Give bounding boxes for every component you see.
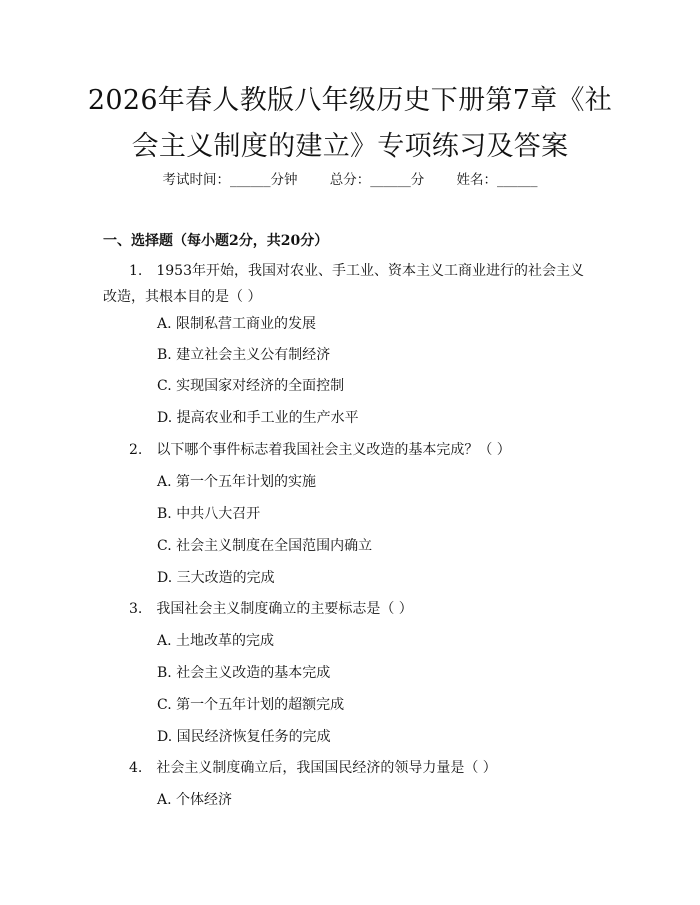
question-2-option-d: D. 三大改造的完成 [157,570,275,586]
exam-time: 考试时间：______分钟 [162,172,298,188]
question-1-option-b: B. 建立社会主义公有制经济 [157,347,331,363]
question-1: 1. 1953年开始，我国对农业、手工业、资本主义工商业进行的社会主义改造，其根本目的是（ ） [103,263,584,305]
question-2-option-a: A. 第一个五年计划的实施 [157,474,317,490]
question-1-option-d: D. 提高农业和手工业的生产水平 [157,410,359,426]
exam-meta [0,168,700,188]
question-1-option-a: A. 限制私营工商业的发展 [157,316,317,332]
title-line-1: 2026年春人教版八年级历史下册第7章《社 [87,85,613,116]
question-4: 4. 社会主义制度确立后，我国国民经济的领导力量是（ ） [129,760,497,776]
question-2-option-c: C. 社会主义制度在全国范围内确立 [157,538,373,554]
question-3-option-a: A. 土地改革的完成 [157,633,275,649]
question-2-option-b: B. 中共八大召开 [157,506,261,522]
student-name: 姓名：______ [456,172,538,188]
exam-total-score: 总分：______分 [329,172,425,188]
section-heading: 一、选择题（每小题2分，共20分） [103,233,329,249]
question-1-option-c: C. 实现国家对经济的全面控制 [157,378,345,394]
question-3-option-d: D. 国民经济恢复任务的完成 [157,729,331,745]
question-4-option-a: A. 个体经济 [157,792,233,808]
question-3-option-b: B. 社会主义改造的基本完成 [157,665,331,681]
title-line-2: 会主义制度的建立》专项练习及答案 [131,131,569,162]
question-3-option-c: C. 第一个五年计划的超额完成 [157,697,345,713]
question-2: 2. 以下哪个事件标志着我国社会主义改造的基本完成？（ ） [129,442,511,458]
question-3: 3. 我国社会主义制度确立的主要标志是（ ） [129,601,413,617]
document-title [60,78,640,170]
